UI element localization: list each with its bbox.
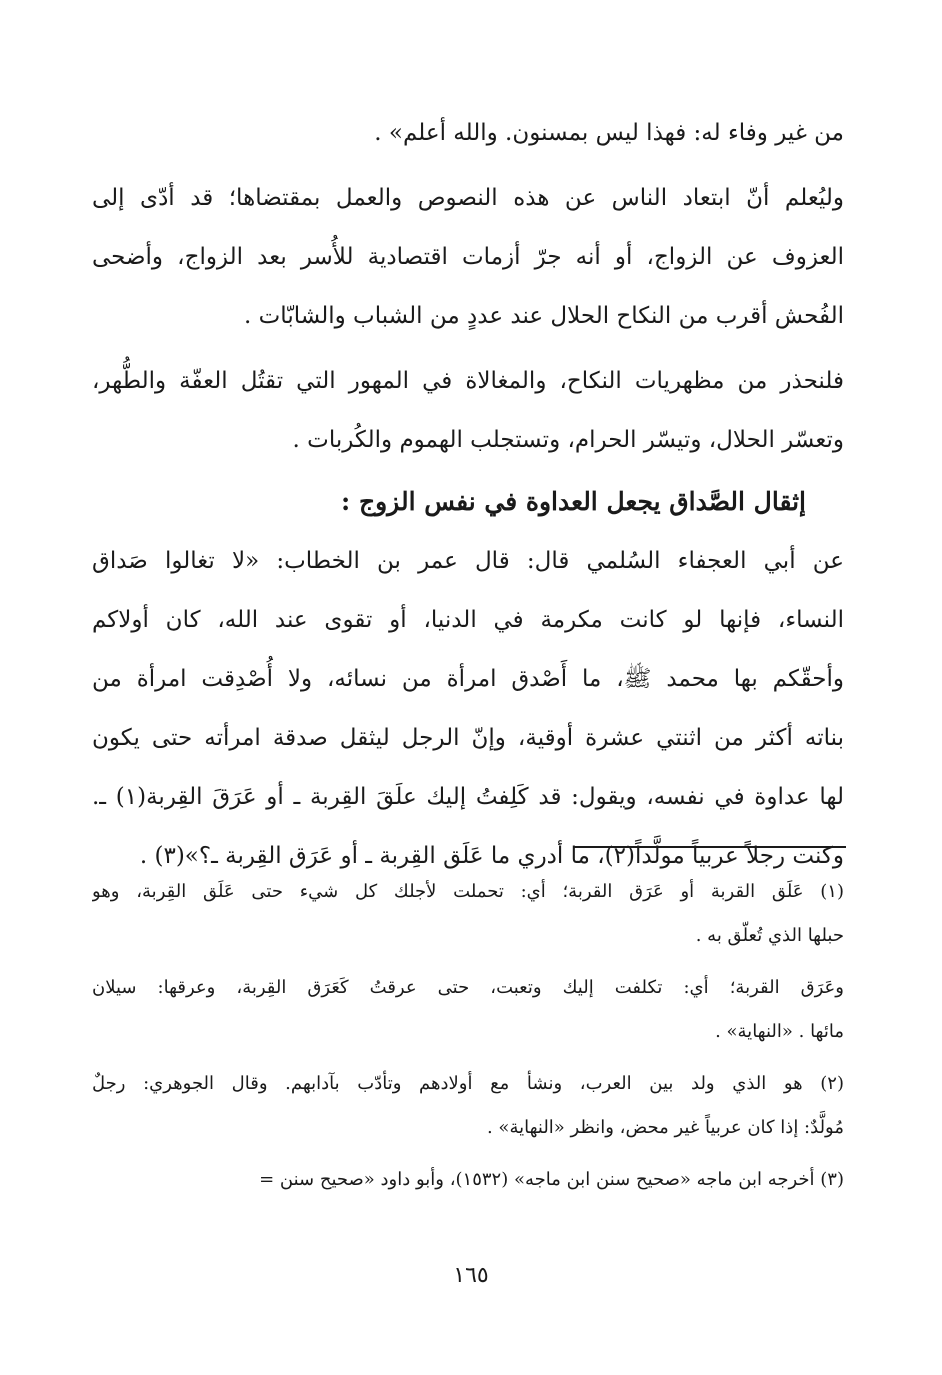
footnote-gap — [92, 1150, 844, 1158]
text-line: عن أبي العجفاء السُلمي قال: قال عمر بن الخطاب: «لا تغالوا صَداق — [92, 548, 844, 574]
text-line: لها عداوة في نفسه، ويقول: قد كَلِفتُ إليك علَقَ القِربة ـ أو عَرَقَ القِربة(١) ـ. — [92, 784, 844, 810]
text-line: النساء، فإنها لو كانت مكرمة في الدنيا، أو تقوى عند الله، كان أولاكم — [92, 607, 844, 633]
text-line: وليُعلم أنّ ابتعاد الناس عن هذه النصوص والعمل بمقتضاها؛ قد أدّى إلى — [92, 185, 844, 211]
text-line: العزوف عن الزواج، أو أنه جرّ أزمات اقتصادية للأُسر بعد الزواج، وأضحى — [92, 244, 844, 270]
footnote-line: (٢) هو الذي ولد بين العرب، ونشأ مع أولادهم وتأدّب بآدابهم. وقال الجوهري: رجلٌ — [92, 1073, 844, 1094]
footnote-line: وعَرَق القربة؛ أي: تكلفت إليك وتعبت، حتى عرقتُ كَعَرَق القِربة، وعرقها: سيلان — [92, 977, 844, 998]
footnote-line: (٣) أخرجه ابن ماجه «صحيح سنن ابن ماجه» (١٥٣٢)، وأبو داود «صحيح سنن = — [259, 1169, 844, 1190]
page-number: ١٦٥ — [453, 1263, 489, 1288]
text-line: وتعسّر الحلال، وتيسّر الحرام، وتستجلب الهموم والكُربات . — [292, 427, 844, 453]
text-line: من غير وفاء له: فهذا ليس بمسنون. والله أعلم» . — [374, 120, 844, 146]
text-line: وأحقّكم بها محمد ﷺ، ما أَصْدق امرأة من نسائه، ولا أُصْدِقت امرأة من — [92, 666, 844, 692]
text-line: وكنت رجلاً عربياً مولَّداً(٢)، ما أدري ما عَلَق القِربة ـ أو عَرَق القِربة ـ؟»(٣) . — [139, 843, 844, 869]
footnote-gap — [92, 958, 844, 966]
footnote-line: مائها . «النهاية» . — [715, 1021, 844, 1042]
footnote-separator — [574, 846, 846, 848]
footnote-line: (١) عَلَق القربة أو عَرَق القربة؛ أي: تحملت لأجلك كل شيء حتى عَلَق القِربة، وهو — [92, 881, 844, 902]
text-line: بناته أكثر من اثنتي عشرة أوقية، وإنّ الرجل ليثقل صدقة امرأته حتى يكون — [92, 725, 844, 751]
footnotes — [92, 870, 844, 1202]
text-line: الفُحش أقرب من النكاح الحلال عند عددٍ من الشباب والشابّات . — [244, 303, 844, 329]
footnote-line: حبلها الذي تُعلّق به . — [695, 925, 844, 946]
section-heading: إثقال الصَّداق يجعل العداوة في نفس الزوج : — [341, 487, 806, 516]
footnote-gap — [92, 1054, 844, 1062]
footnote-line: مُولَّدٌ: إذا كان عربياً غير محض، وانظر «النهاية» . — [486, 1117, 844, 1138]
main-text — [92, 104, 844, 886]
text-line: فلنحذر من مظهريات النكاح، والمغالاة في المهور التي تقتُل العفّة والطُّهر، — [92, 368, 844, 394]
